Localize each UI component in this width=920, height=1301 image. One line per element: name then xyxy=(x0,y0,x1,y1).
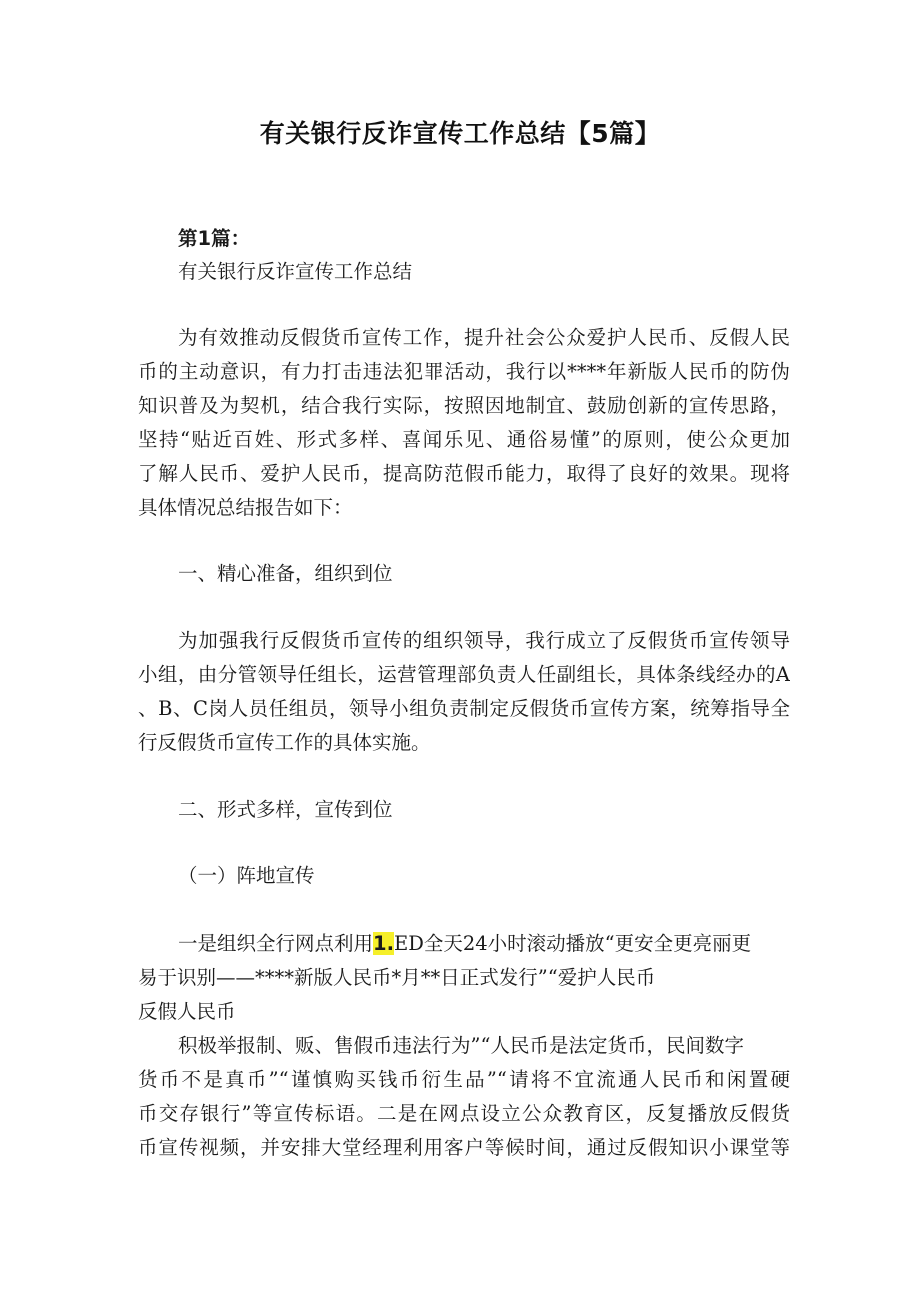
subsection-heading: （一）阵地宣传 xyxy=(178,864,315,887)
highlighted-text: 1. xyxy=(373,932,394,955)
text-run: ED全天24小时滚动播放“更安全更亮丽更 xyxy=(394,932,752,955)
paragraph-line: 币宣传视频，并安排大堂经理利用客户等候时间，通过反假知识小课堂等 xyxy=(138,1136,790,1159)
paragraph-line: 货币不是真币”“谨慎购买钱币衍生品”“请将不宜流通人民币和闲置硬 xyxy=(138,1068,790,1091)
paragraph-line: 坚持“贴近百姓、形式多样、喜闻乐见、通俗易懂”的原则，使公众更加 xyxy=(138,428,790,451)
paragraph-line: 、B、C岗人员任组员，领导小组负责制定反假货币宣传方案，统筹指导全 xyxy=(138,697,790,720)
paragraph-line: 积极举报制、贩、售假币违法行为”“人民币是法定货币，民间数字 xyxy=(178,1034,744,1057)
paragraph-line: 为有效推动反假货币宣传工作，提升社会公众爱护人民币、反假人民 xyxy=(178,326,790,349)
paragraph-line: 行反假货币宣传工作的具体实施。 xyxy=(138,731,431,754)
paragraph-line: 反假人民币 xyxy=(138,1000,236,1023)
paragraph-line: 知识普及为契机，结合我行实际，按照因地制宜、鼓励创新的宣传思路， xyxy=(138,394,790,417)
paragraph-line: 币交存银行”等宣传标语。二是在网点设立公众教育区，反复播放反假货 xyxy=(138,1102,790,1125)
paragraph-line xyxy=(178,927,790,961)
paragraph-line: 易于识别——****新版人民币*月**日正式发行”“爱护人民币 xyxy=(138,966,656,989)
document-subtitle: 有关银行反诈宣传工作总结 xyxy=(178,260,413,283)
paragraph-line: 为加强我行反假货币宣传的组织领导，我行成立了反假货币宣传领导 xyxy=(178,629,790,652)
paragraph-line: 具体情况总结报告如下： xyxy=(138,496,353,519)
document-title: 有关银行反诈宣传工作总结【5篇】 xyxy=(259,119,661,148)
paragraph-line: 小组，由分管领导任组长，运营管理部负责人任副组长，具体条线经办的A xyxy=(138,663,790,686)
section-heading: 二、形式多样，宣传到位 xyxy=(178,798,393,821)
paragraph-line: 币的主动意识，有力打击违法犯罪活动，我行以****年新版人民币的防伪 xyxy=(138,360,790,383)
text-run: 一是组织全行网点利用 xyxy=(178,932,374,955)
paragraph-line: 了解人民币、爱护人民币，提高防范假币能力，取得了良好的效果。现将 xyxy=(138,462,790,485)
section-heading: 一、精心准备，组织到位 xyxy=(178,562,393,585)
chapter-label: 第1篇： xyxy=(178,227,251,250)
